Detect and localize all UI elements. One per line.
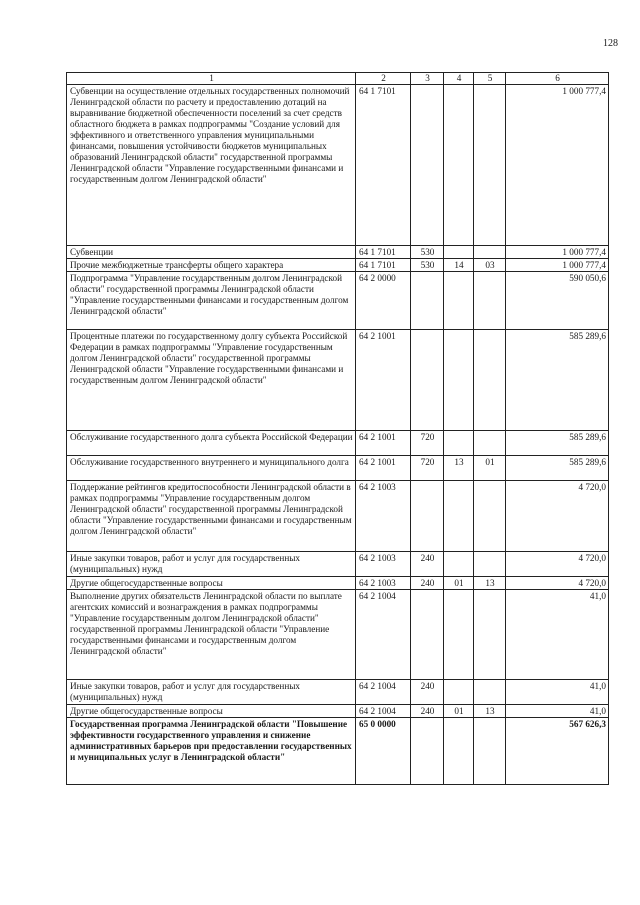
header-cell-4: 4: [444, 73, 474, 85]
row-column-4-cell: [444, 330, 474, 431]
row-name-cell: Другие общегосударственные вопросы: [67, 705, 356, 718]
table-row: [67, 272, 609, 330]
table-body: [67, 85, 609, 785]
table-row: [67, 552, 609, 577]
row-code-cell: 64 1 7101: [356, 246, 411, 259]
row-amount-cell: 585 289,6: [506, 431, 609, 456]
row-column-5-cell: [474, 85, 506, 246]
row-column-5-cell: 03: [474, 259, 506, 272]
row-amount-cell: 4 720,0: [506, 577, 609, 590]
row-name-cell: Иные закупки товаров, работ и услуг для государственных (муниципальных) нужд: [67, 552, 356, 577]
row-column-3-cell: [411, 481, 444, 552]
row-code-cell: 64 2 1004: [356, 680, 411, 705]
row-column-5-cell: [474, 552, 506, 577]
row-name-cell: Другие общегосударственные вопросы: [67, 577, 356, 590]
row-amount-cell: 567 626,3: [506, 718, 609, 785]
row-column-3-cell: 530: [411, 259, 444, 272]
row-code-cell: 64 1 7101: [356, 85, 411, 246]
row-column-3-cell: [411, 272, 444, 330]
row-name-cell: Прочие межбюджетные трансферты общего характера: [67, 259, 356, 272]
table-row: [67, 590, 609, 680]
row-name-cell: Обслуживание государственного внутреннего и муниципального долга: [67, 456, 356, 481]
table-row: [67, 431, 609, 456]
row-column-5-cell: [474, 246, 506, 259]
table-row: [67, 246, 609, 259]
row-column-3-cell: [411, 85, 444, 246]
row-name-cell: Выполнение других обязательств Ленинградской области по выплате агентских комиссий и вознаграждения в рамках подпрограммы "Управление государственным долгом Ленинградской области" государственной программы Ленинградской области "Управление государственными финансами и государственным долгом Ленинградской области": [67, 590, 356, 680]
row-column-4-cell: 13: [444, 456, 474, 481]
table-row: [67, 85, 609, 246]
row-amount-cell: 1 000 777,4: [506, 246, 609, 259]
table-row: [67, 705, 609, 718]
row-column-4-cell: 14: [444, 259, 474, 272]
row-name-cell: Субвенции: [67, 246, 356, 259]
row-column-3-cell: [411, 590, 444, 680]
header-cell-1: 1: [67, 73, 356, 85]
row-column-3-cell: 240: [411, 705, 444, 718]
row-column-5-cell: [474, 431, 506, 456]
row-column-3-cell: 240: [411, 577, 444, 590]
row-column-4-cell: [444, 680, 474, 705]
row-amount-cell: 585 289,6: [506, 330, 609, 431]
row-amount-cell: 590 050,6: [506, 272, 609, 330]
row-code-cell: 64 2 1003: [356, 577, 411, 590]
header-cell-6: 6: [506, 73, 609, 85]
row-amount-cell: 41,0: [506, 705, 609, 718]
row-column-4-cell: [444, 431, 474, 456]
table-header-row: [67, 73, 609, 85]
row-column-4-cell: [444, 246, 474, 259]
row-name-cell: Подпрограмма "Управление государственным долгом Ленинградской области" государственной программы Ленинградской области "Управление государственными финансами и государственным долгом Ленинградской области": [67, 272, 356, 330]
table-row: [67, 481, 609, 552]
row-column-5-cell: 13: [474, 705, 506, 718]
row-code-cell: 64 2 1001: [356, 431, 411, 456]
row-name-cell: Государственная программа Ленинградской области "Повышение эффективности государственного управления и снижение административных барьеров при предоставлении государственных и муниципальных услуг в Ленинградской области": [67, 718, 356, 785]
row-column-5-cell: 13: [474, 577, 506, 590]
row-column-4-cell: [444, 552, 474, 577]
page-number: 128: [603, 38, 618, 49]
row-column-3-cell: 530: [411, 246, 444, 259]
table-row: [67, 680, 609, 705]
row-code-cell: 64 2 1001: [356, 456, 411, 481]
row-code-cell: 65 0 0000: [356, 718, 411, 785]
row-code-cell: 64 2 0000: [356, 272, 411, 330]
row-column-5-cell: [474, 680, 506, 705]
table-row: [67, 456, 609, 481]
row-column-3-cell: 240: [411, 680, 444, 705]
row-amount-cell: 1 000 777,4: [506, 259, 609, 272]
row-amount-cell: 1 000 777,4: [506, 85, 609, 246]
header-cell-3: 3: [411, 73, 444, 85]
row-column-4-cell: [444, 272, 474, 330]
row-code-cell: 64 1 7101: [356, 259, 411, 272]
row-name-cell: Процентные платежи по государственному долгу субъекта Российской Федерации в рамках подпрограммы "Управление государственным долгом Ленинградской области" государственной программы Ленинградской области "Управление государственными финансами и государственным долгом Ленинградской области": [67, 330, 356, 431]
row-column-5-cell: [474, 330, 506, 431]
row-column-3-cell: 720: [411, 431, 444, 456]
budget-table: [66, 72, 609, 785]
table-row: [67, 259, 609, 272]
row-column-4-cell: [444, 718, 474, 785]
header-cell-5: 5: [474, 73, 506, 85]
row-code-cell: 64 2 1003: [356, 552, 411, 577]
table-row: [67, 330, 609, 431]
row-amount-cell: 4 720,0: [506, 552, 609, 577]
row-column-5-cell: [474, 481, 506, 552]
row-code-cell: 64 2 1001: [356, 330, 411, 431]
row-code-cell: 64 2 1003: [356, 481, 411, 552]
row-column-5-cell: 01: [474, 456, 506, 481]
header-cell-2: 2: [356, 73, 411, 85]
row-name-cell: Субвенции на осуществление отдельных государственных полномочий Ленинградской области по расчету и предоставлению дотаций на выравнивание бюджетной обеспеченности поселений за счет средств областного бюджета в рамках подпрограммы "Создание условий для эффективного и ответственного управления муниципальными финансами, повышения устойчивости бюджетов муниципальных образований Ленинградской области" государственной программы Ленинградской области "Управление государственными финансами и государственным долгом Ленинградской области": [67, 85, 356, 246]
row-column-5-cell: [474, 590, 506, 680]
table-row: [67, 718, 609, 785]
row-name-cell: Иные закупки товаров, работ и услуг для государственных (муниципальных) нужд: [67, 680, 356, 705]
row-column-5-cell: [474, 718, 506, 785]
row-column-3-cell: 720: [411, 456, 444, 481]
row-column-4-cell: 01: [444, 577, 474, 590]
row-column-4-cell: [444, 481, 474, 552]
row-column-4-cell: [444, 590, 474, 680]
row-column-3-cell: [411, 330, 444, 431]
row-column-5-cell: [474, 272, 506, 330]
row-name-cell: Поддержание рейтингов кредитоспособности Ленинградской области в рамках подпрограммы "Управление государственным долгом Ленинградской области" государственной программы Ленинградской области "Управление государственными финансами и государственным долгом Ленинградской области": [67, 481, 356, 552]
row-column-4-cell: 01: [444, 705, 474, 718]
row-amount-cell: 41,0: [506, 590, 609, 680]
row-name-cell: Обслуживание государственного долга субъекта Российской Федерации: [67, 431, 356, 456]
row-column-3-cell: [411, 718, 444, 785]
row-amount-cell: 41,0: [506, 680, 609, 705]
row-column-3-cell: 240: [411, 552, 444, 577]
row-code-cell: 64 2 1004: [356, 590, 411, 680]
row-column-4-cell: [444, 85, 474, 246]
table-row: [67, 577, 609, 590]
row-amount-cell: 4 720,0: [506, 481, 609, 552]
row-code-cell: 64 2 1004: [356, 705, 411, 718]
row-amount-cell: 585 289,6: [506, 456, 609, 481]
